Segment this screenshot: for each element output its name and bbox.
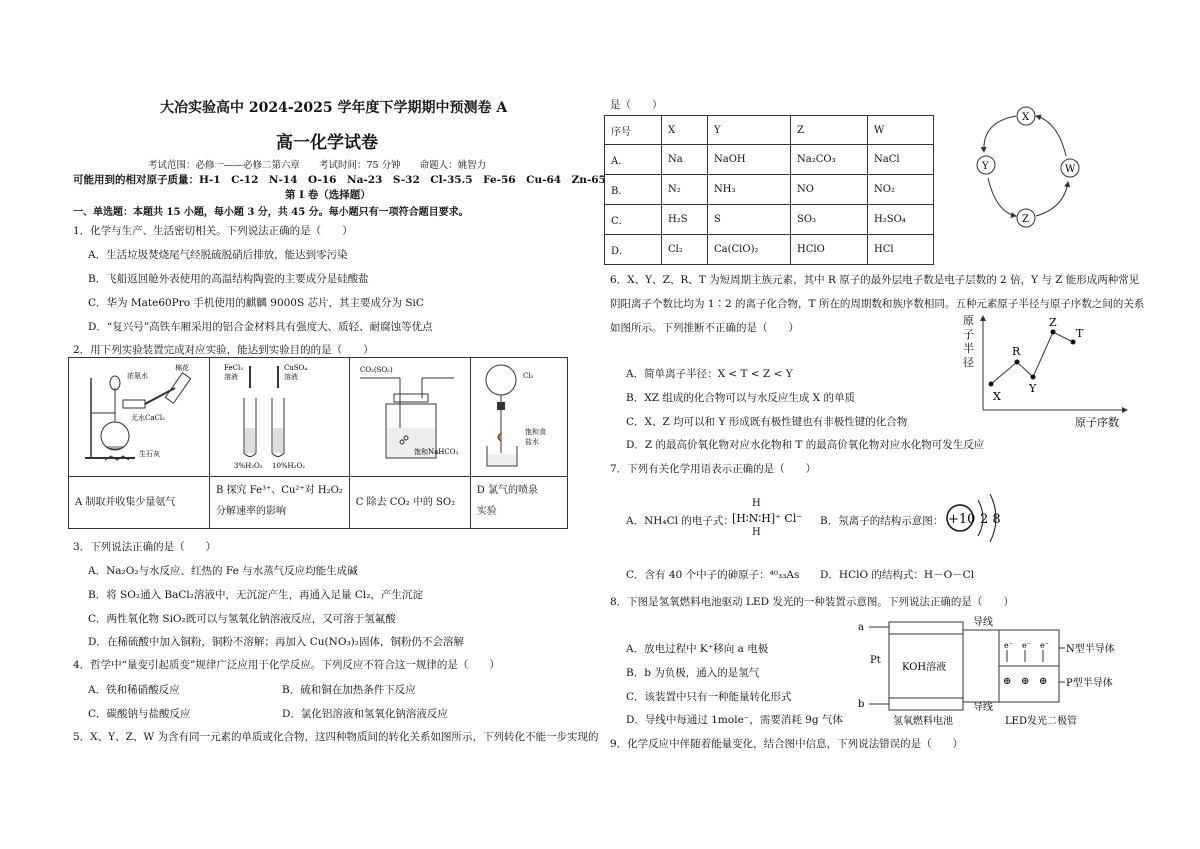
q3-option-d: D．在稀硫酸中加入铜粉，铜粉不溶解；再加入 Cu(NO₃)₂固体，铜粉仍不会溶解 xyxy=(88,636,464,648)
q4-option-c: C．碳酸钠与盐酸反应 xyxy=(88,708,191,720)
y-axis-label-4: 径 xyxy=(963,356,974,369)
point-z xyxy=(1051,330,1056,335)
q6-radius-graph xyxy=(955,310,1135,430)
label-b: b xyxy=(858,699,865,710)
neon-ion-structure-diagram xyxy=(942,488,1012,548)
q5-table xyxy=(604,115,934,265)
section-title: 第 I 卷（选择题） xyxy=(285,189,371,201)
q6-stem-1: 6．X、Y、Z、R、T 为短周期主族元素，其中 R 原子的最外层电子数是电子层数的 2 倍，Y 与 Z 能形成两种常见 xyxy=(610,274,1140,286)
q7-stem: 7．下列有关化学用语表示正确的是（ ） xyxy=(610,463,817,475)
q5-header-no: 序号 xyxy=(605,116,662,145)
electron-1: e⁻ xyxy=(1004,641,1013,650)
node-z-label: Z xyxy=(1022,214,1029,225)
electron-2: e⁻ xyxy=(1022,641,1031,650)
node-x-label: X xyxy=(1022,112,1030,123)
y-axis-label-2: 子 xyxy=(963,328,974,341)
table-row: A． Na NaOH Na₂CO₃ NaCl xyxy=(605,145,934,175)
q1-option-d: D．“复兴号”高铁车厢采用的铝合金材料具有强度大、质轻、耐腐蚀等优点 xyxy=(88,321,433,333)
q7-option-d: D．HClO 的结构式：H－O－Cl xyxy=(820,569,975,581)
q8-option-c: C．该装置中只有一种能量转化形式 xyxy=(626,691,792,703)
label-n-type: N型半导体 xyxy=(1066,644,1115,655)
label-nahco3: 饱和NaHCO₃ xyxy=(413,448,459,456)
q7-nh4cl-formula: [H∶N∶H]⁺ Cl⁻ xyxy=(732,512,803,525)
label-conc-ammonia: 浓氨水 xyxy=(127,372,148,380)
apparatus-c xyxy=(349,358,470,477)
point-x xyxy=(989,382,994,387)
q5-stem-cont: 是（ ） xyxy=(610,99,663,111)
x-axis-label: 原子序数 xyxy=(1075,416,1119,429)
ammonia-apparatus-drawing xyxy=(75,358,203,473)
apparatus-b xyxy=(210,358,350,477)
q1-option-a: A．生活垃圾焚烧尾气经脱硫脱硝后排放，能达到零污染 xyxy=(88,249,348,261)
label-koh: KOH溶液 xyxy=(902,662,947,673)
q1-option-c: C．华为 Mate60Pro 手机使用的麒麟 9000S 芯片，其主要成分为 SiC xyxy=(88,297,424,309)
point-y xyxy=(1031,375,1036,380)
label-cl2: Cl₂ xyxy=(522,372,534,380)
gas-washing-drawing xyxy=(356,358,464,473)
node-w-label: W xyxy=(1065,164,1076,175)
q7-h-top: H xyxy=(752,498,761,509)
table-row: C． H₂S S SO₃ H₂SO₄ xyxy=(605,205,934,235)
label-led: LED发光二极管 xyxy=(1005,716,1077,727)
q6-option-d: D．Z 的最高价氧化物对应水化物和 T 的最高价氧化物对应水化物可发生反应 xyxy=(626,439,985,451)
q6-stem-2: 阴阳离子个数比均为 1∶2 的离子化合物，T 所在的周期数和族序数相同。五种元素原子半径与原子序数之间的关系 xyxy=(610,298,1145,310)
label-solution-2: 溶液 xyxy=(284,373,298,381)
q3-stem: 3．下列说法正确的是（ ） xyxy=(73,541,217,553)
label-quicklime: 生石灰 xyxy=(139,450,160,458)
q2-apparatus-table xyxy=(68,357,568,529)
q5-header-w: W xyxy=(868,116,934,145)
q4-option-a: A．铁和稀硝酸反应 xyxy=(88,684,180,696)
point-r xyxy=(1015,360,1020,365)
caption-d: D 氯气的喷泉 实验 xyxy=(470,477,567,529)
q3-option-c: C．两性氧化物 SiO₂既可以与氢氧化钠溶液反应，又可溶于氢氟酸 xyxy=(88,613,396,625)
q7-option-c: C．含有 40 个中子的砷原子：⁴⁰₃₃As xyxy=(626,569,800,581)
nucleus-charge: +10 xyxy=(948,512,976,527)
q8-option-a: A．放电过程中 K⁺移向 a 电极 xyxy=(626,643,769,655)
apparatus-a xyxy=(69,358,210,477)
hole-3: ⊕ xyxy=(1039,676,1048,687)
point-t xyxy=(1071,340,1076,345)
q1-stem: 1．化学与生产、生活密切相关。下列说法正确的是（ ） xyxy=(73,225,353,237)
instruction: 一、单选题：本题共 15 小题，每小题 3 分，共 45 分。每小题只有一项符合题目要求。 xyxy=(73,207,469,218)
node-y-label: Y xyxy=(982,161,989,172)
label-pt: Pt xyxy=(870,655,881,666)
y-axis-label-1: 原 xyxy=(963,314,974,327)
q6-option-c: C．X、Z 均可以和 Y 形成既有极性键也有非极性键的化合物 xyxy=(626,416,908,428)
hole-1: ⊕ xyxy=(1003,676,1012,687)
label-solution-1: 溶液 xyxy=(224,373,238,381)
h2o2-apparatus-drawing xyxy=(216,358,326,473)
q4-option-d: D．氯化铝溶液和氢氧化钠溶液反应 xyxy=(282,708,448,720)
point-t-label: T xyxy=(1076,327,1084,340)
q8-option-b: B．b 为负极，通入的是氢气 xyxy=(626,667,760,679)
q6-stem-3: 如图所示。下列推断不正确的是（ ） xyxy=(610,322,799,334)
table-row: B． N₂ NH₃ NO NO₂ xyxy=(605,175,934,205)
q6-option-b: B．XZ 组成的化合物可以与水反应生成 X 的单质 xyxy=(626,392,855,404)
hole-2: ⊕ xyxy=(1021,676,1030,687)
caption-c: C 除去 CO₂ 中的 SO₂ xyxy=(349,477,470,529)
label-fuel-cell: 氢氧燃料电池 xyxy=(893,716,953,727)
q3-option-b: B．将 SO₂通入 BaCl₂溶液中，无沉淀产生，再通入足量 Cl₂，产生沉淀 xyxy=(88,589,423,601)
table-row: D． Cl₂ Ca(ClO)₂ HClO HCl xyxy=(605,235,934,265)
label-saturated: 饱和食 xyxy=(524,428,546,436)
q7-option-b-prefix: B．氖离子的结构示意图： xyxy=(820,515,944,527)
q1-option-b: B．飞船返回舱外表使用的高温结构陶瓷的主要成分是硅酸盐 xyxy=(88,273,369,285)
exam-title: 大冶实验高中 2024-2025 学年度下学期期中预测卷 A xyxy=(160,100,508,116)
q4-option-b: B．硫和铜在加热条件下反应 xyxy=(282,684,416,696)
q5-header-z: Z xyxy=(791,116,868,145)
atomic-masses: 可能用到的相对原子质量：H-1 C-12 N-14 O-16 Na-23 S-32 Cl-35.5 Fe-56 Cu-64 Zn-65 xyxy=(73,174,606,186)
point-r-label: R xyxy=(1012,345,1021,358)
label-cotton: 棉花 xyxy=(175,364,189,372)
q7-option-a-prefix: A．NH₄Cl 的电子式： xyxy=(626,515,734,527)
q3-option-a: A．Na₂O₂与水反应、红热的 Fe 与水蒸气反应均能生成碱 xyxy=(88,565,358,577)
q5-header-x: X xyxy=(662,116,708,145)
label-cuso4: CuSO₄ xyxy=(284,364,308,372)
q5-stem: 5．X、Y、Z、W 为含有同一元素的单质或化合物，这四种物质间的转化关系如图所示，下列转化不能一步实现的 xyxy=(73,731,599,743)
label-a: a xyxy=(858,622,864,633)
q4-stem: 4．哲学中“量变引起质变”规律广泛应用于化学反应。下列反应不符合这一规律的是（ ） xyxy=(73,659,500,671)
q5-header-y: Y xyxy=(708,116,791,145)
q7-h-bottom: H xyxy=(752,527,761,538)
label-wire-bottom: 导线 xyxy=(973,702,993,713)
label-3pct-h2o2: 3%H₂O₂ xyxy=(234,462,263,470)
q8-option-d: D．导线中每通过 1mole⁻，需要消耗 9g 气体 xyxy=(626,714,843,726)
label-wire-top: 导线 xyxy=(973,617,993,628)
electron-shells: 2 8 xyxy=(980,512,1001,527)
label-cacl2: 无水CaCl₂ xyxy=(131,414,165,422)
y-axis-label-3: 半 xyxy=(963,342,974,355)
q5-cycle-diagram xyxy=(960,100,1090,240)
point-y-label: Y xyxy=(1029,382,1037,395)
q6-option-a: A．简单离子半径：X < T < Z < Y xyxy=(626,368,793,380)
label-brine: 盐水 xyxy=(524,438,539,446)
label-co2-so2: CO₂(SO₂) xyxy=(359,366,393,374)
q2-stem: 2．用下列实验装置完成对应实验，能达到实验目的的是（ ） xyxy=(73,344,374,356)
point-x-label: X xyxy=(993,390,1001,403)
caption-b: B 探究 Fe³⁺、Cu²⁺对 H₂O₂ 分解速率的影响 xyxy=(210,477,350,529)
q9-stem: 9．化学反应中伴随着能量变化，结合图中信息，下列说法错误的是（ ） xyxy=(610,738,964,750)
caption-a: A 制取并收集少量氨气 xyxy=(69,477,210,529)
label-10pct-h2o2: 10%H₂O₂ xyxy=(272,462,306,470)
label-fecl3: FeCl₃ xyxy=(224,364,244,372)
point-z-label: Z xyxy=(1049,316,1057,329)
apparatus-d xyxy=(470,358,567,477)
fountain-drawing xyxy=(477,358,561,473)
electron-3: e⁻ xyxy=(1040,641,1049,650)
exam-info: 考试范围：必修一——必修二第六章 考试时间：75 分钟 命题人：姚智力 xyxy=(148,160,487,171)
q8-stem: 8．下图是氢氧燃料电池驱动 LED 发光的一种装置示意图。下列说法正确的是（ ） xyxy=(610,596,1014,608)
label-p-type: P型半导体 xyxy=(1066,678,1113,689)
fuel-cell-led-diagram xyxy=(855,612,1130,730)
exam-subtitle: 高一化学试卷 xyxy=(276,133,378,153)
